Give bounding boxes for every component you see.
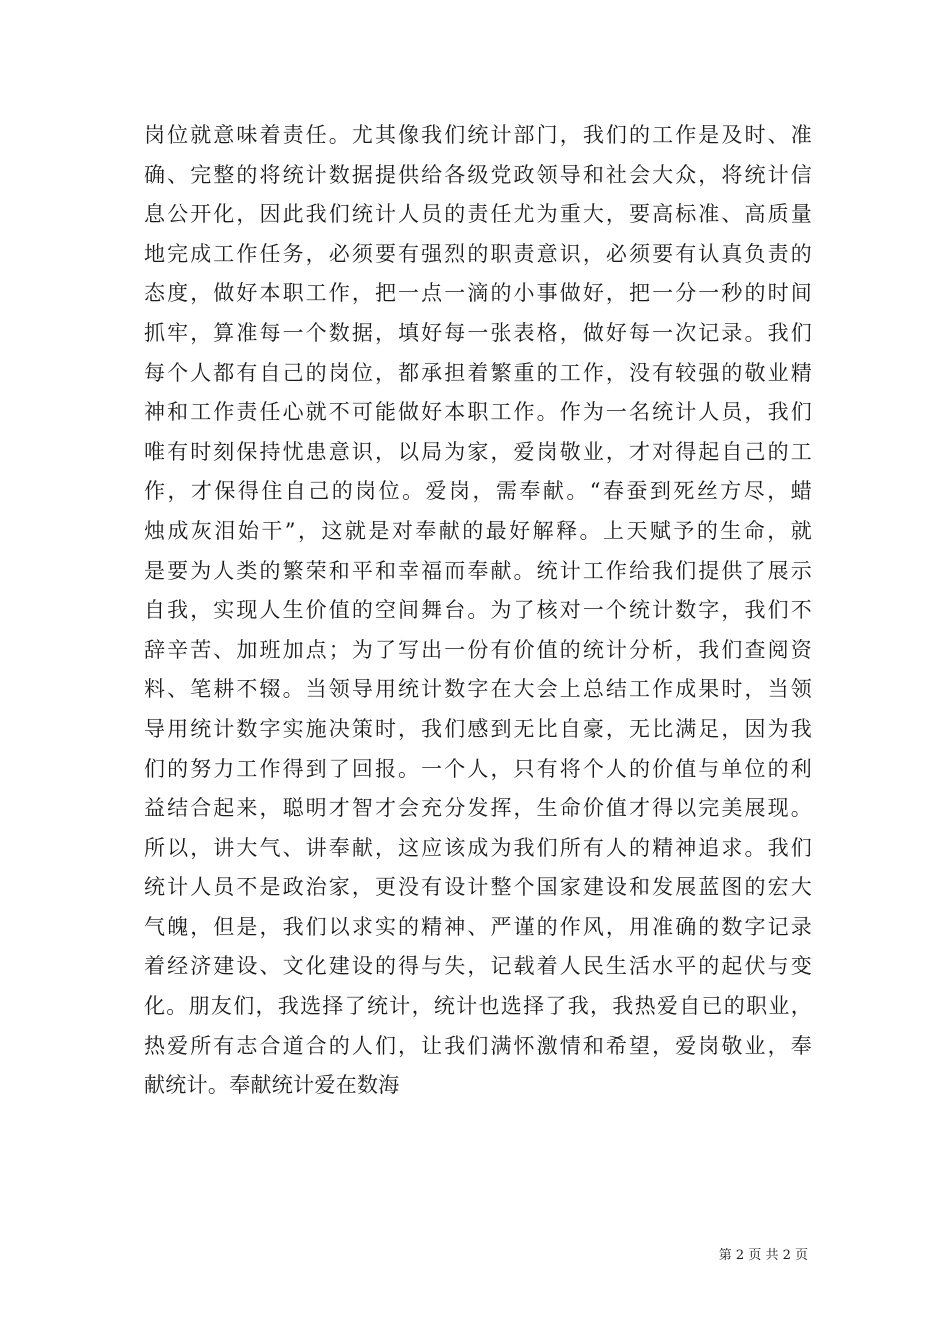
text-line: 益结合起来，聪明才智才会充分发挥，生命价值才得以完美展现。 [144,796,812,821]
text-line: 辞辛苦、加班加点；为了写出一份有价值的统计分析，我们查阅资 [144,637,812,662]
text-line: 着经济建设、文化建设的得与失，记载着人民生活水平的起伏与变 [144,954,812,979]
text-line: 献统计。奉献统计爱在数海 [144,1073,400,1098]
text-line: 神和工作责任心就不可能做好本职工作。作为一名统计人员，我们 [144,400,812,425]
text-line: 岗位就意味着责任。尤其像我们统计部门，我们的工作是及时、准 [144,123,812,147]
text-line: 热爱所有志合道合的人们，让我们满怀激情和希望，爱岗敬业，奉 [144,1033,812,1058]
text-line: 每个人都有自己的岗位，都承担着繁重的工作，没有较强的敬业精 [144,360,812,385]
text-line: 唯有时刻保持忧患意识，以局为家，爱岗敬业，才对得起自己的工 [144,439,812,464]
text-line: 所以，讲大气、讲奉献，这应该成为我们所有人的精神追求。我们 [144,835,812,860]
text-line: 作，才保得住自己的岗位。爱岗，需奉献。“春蚕到死丝方尽，蜡 [144,479,812,504]
text-line: 态度，做好本职工作，把一点一滴的小事做好，把一分一秒的时间 [144,281,812,306]
text-line: 统计人员不是政治家，更没有设计整个国家建设和发展蓝图的宏大 [144,875,812,900]
text-line: 化。朋友们，我选择了统计，统计也选择了我，我热爱自已的职业， [144,994,812,1019]
page-number-label: 第 2 页 共 2 页 [718,1248,808,1263]
text-line: 抓牢，算准每一个数据，填好每一张表格，做好每一次记录。我们 [144,320,812,345]
text-line: 们的努力工作得到了回报。一个人，只有将个人的价值与单位的利 [144,756,812,781]
text-line: 自我，实现人生价值的空间舞台。为了核对一个统计数字，我们不 [144,598,812,623]
text-line: 地完成工作任务，必须要有强烈的职责意识，必须要有认真负责的 [144,241,812,266]
text-line: 确、完整的将统计数据提供给各级党政领导和社会大众，将统计信 [144,162,812,187]
text-line: 息公开化，因此我们统计人员的责任尤为重大，要高标准、高质量 [144,202,812,227]
text-line: 料、笔耕不辍。当领导用统计数字在大会上总结工作成果时，当领 [144,677,812,702]
page-number-footer [700,1247,808,1265]
text-line: 是要为人类的繁荣和平和幸福而奉献。统计工作给我们提供了展示 [144,558,812,583]
body-paragraph [144,116,812,1106]
text-line: 烛成灰泪始干”，这就是对奉献的最好解释。上天赋予的生命，就 [144,518,812,543]
text-line: 气魄，但是，我们以求实的精神、严谨的作风，用准确的数字记录 [144,914,812,939]
text-line: 导用统计数字实施决策时，我们感到无比自豪，无比满足，因为我 [144,716,812,741]
